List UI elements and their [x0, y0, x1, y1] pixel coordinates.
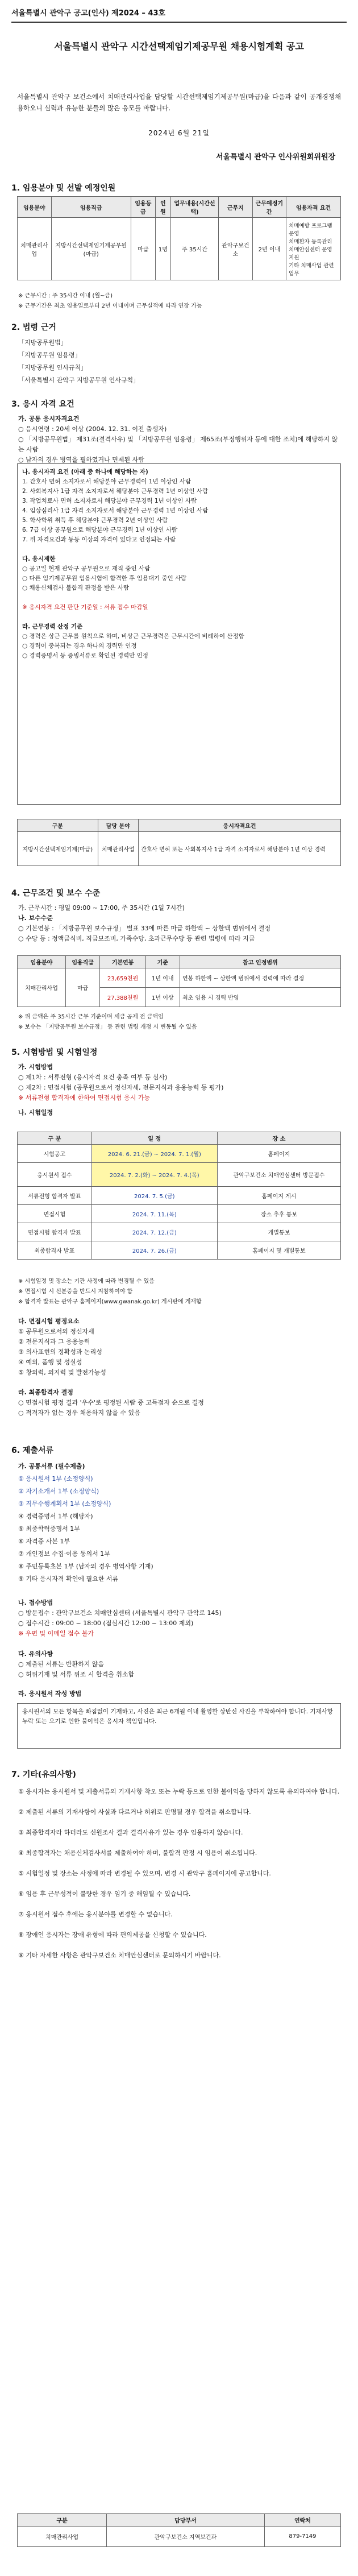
- interview-criteria: [18, 1316, 342, 1378]
- sub-heading: 다. 면접시험 평정요소: [18, 1318, 80, 1325]
- criteria-item: ⑤ 창의력, 의지력 및 발전가능성: [18, 1369, 106, 1376]
- cell: 치매관리사업: [18, 968, 66, 1007]
- duty-item: 치매예방 프로그램 운영: [289, 222, 332, 237]
- th: 구 분: [18, 1132, 92, 1145]
- table-positions: [17, 196, 341, 280]
- doc-item: ③ 직무수행계획서 1부 (소정양식): [18, 1500, 111, 1508]
- th: 임용자격 요건: [286, 197, 341, 218]
- th: 인원: [155, 197, 170, 218]
- cell: 1년 이내: [145, 968, 180, 988]
- law-item: 「지방공무원 인사규칙」: [18, 364, 88, 371]
- cell: 서류전형 합격자 발표: [18, 1187, 92, 1205]
- cell: 면접시험: [18, 1205, 92, 1223]
- sub-heading: 가. 공통 응시자격요건: [18, 415, 80, 423]
- sub-heading: 나. 시험일정: [18, 1109, 53, 1116]
- caution-item: ○ 제출된 서류는 반환하지 않음: [18, 1660, 105, 1668]
- table1-notes: [18, 291, 342, 312]
- cell: 2024. 7. 11.(목): [91, 1205, 217, 1223]
- form-guide-title: 라. 응시원서 작성 방법: [18, 1690, 82, 1697]
- sub-heading: 나. 접수방법: [18, 1599, 53, 1606]
- notices: [18, 1786, 342, 1970]
- section-4-title: 4. 근무조건 및 보수 수준: [11, 889, 101, 898]
- cell: 홈페이지: [217, 1145, 340, 1163]
- section-6-title: 6. 제출서류: [11, 1446, 54, 1455]
- qual-item: ○ 남자의 경우 병역을 필하였거나 면제된 사람: [18, 456, 144, 463]
- doc-item: ④ 경력증명서 1부 (해당자): [18, 1513, 93, 1520]
- table-contact: [17, 2513, 341, 2547]
- th: 임용분야: [18, 197, 52, 218]
- notice-item: ⑨ 기타 자세한 사항은 관악구보건소 치매안심센터로 문의하시기 바랍니다.: [18, 1952, 221, 1959]
- cell: 치매관리사업: [18, 2527, 107, 2547]
- qual-item: 7. 위 자격요건과 동등 이상의 자격이 있다고 인정되는 사람: [22, 536, 176, 543]
- cell: 연봉 하한액 ~ 상한액 범위에서 경력에 따라 결정: [180, 968, 340, 988]
- th: 임용분야: [18, 956, 66, 968]
- criteria-item: ④ 예의, 품행 및 성실성: [18, 1359, 82, 1366]
- notice-item: ② 제출된 서류의 기재사항이 사실과 다르거나 허위로 판명될 경우 합격을 취소합니다.: [18, 1808, 251, 1816]
- sub-heading: 가. 시험방법: [18, 1063, 53, 1071]
- cell: 개별통보: [217, 1223, 340, 1241]
- method-note: ※ 서류전형 합격자에 한하여 면접시험 응시 가능: [18, 1094, 151, 1101]
- note: ※ 시험일정 및 장소는 기관 사정에 따라 변경될 수 있음: [18, 1278, 155, 1285]
- doc-item: ① 응시원서 1부 (소정양식): [18, 1475, 93, 1482]
- caution-item: ○ 허위기재 및 서류 위조 시 합격을 취소함: [18, 1671, 135, 1678]
- th: 참고 인정범위: [180, 956, 340, 968]
- sub-heading: 나. 응시자격 요건 (아래 중 하나에 해당하는 자): [22, 469, 148, 475]
- section-3-title: 3. 응시 자격 요건: [11, 400, 74, 409]
- cell: 지방시간선택제임기제(마급): [18, 832, 98, 866]
- table-salary: [17, 955, 341, 1007]
- note: ※ 근무시간 : 주 35시간 이내 (월~금): [18, 293, 113, 299]
- qualification-box: [17, 463, 341, 805]
- cell: 주 35시간: [170, 218, 218, 280]
- duty-item: 치매환자 등록관리: [289, 238, 332, 245]
- criteria-note: ※ 응시자격 요건 판단 기준일 : 서류 접수 마감일: [22, 604, 148, 611]
- sub-heading: 다. 응시제한: [22, 556, 56, 562]
- note: ※ 보수는 「지방공무원 보수규정」 등 관련 법령 개정 시 변동될 수 있음: [18, 1024, 197, 1030]
- qual-item: ○ 응시연령 : 20세 이상 (2004. 12. 31. 이전 출생자): [18, 425, 167, 433]
- section-2-title: 2. 법령 근거: [11, 323, 56, 332]
- form-guide-box: 응시원서의 모든 항목을 빠짐없이 기재하고, 사진은 최근 6개월 이내 촬영한 상반신 사진을 부착하여야 합니다. 기재사항 누락 또는 오기로 인한 불이익은 응시자 책임입니다.: [17, 1703, 341, 1749]
- schedule-notes: [18, 1277, 342, 1307]
- exam-method: [18, 1062, 342, 1118]
- note: ※ 위 금액은 주 35시간 근무 기준이며 세금 공제 전 금액임: [18, 1014, 164, 1020]
- criteria-item: ① 공무원으로서의 정신자세: [18, 1328, 94, 1335]
- qual-item: ○ 「지방공무원법」 제31조(결격사유) 및 「지방공무원 임용령」 제65조(부정행위자 등에 대한 조치)에 해당하지 않는 사람: [18, 436, 338, 453]
- section-7-title: 7. 기타(유의사항): [11, 1770, 76, 1779]
- condition-item: ○ 기본연봉 : 「지방공무원 보수규정」 별표 33에 따른 마급 하한액 ~ 상한액 범위에서 결정: [18, 925, 271, 932]
- doc-item: ⑥ 자격증 사본 1부: [18, 1538, 70, 1545]
- section-5-title: 5. 시험방법 및 시험일정: [11, 1048, 98, 1057]
- method-item: ○ 제2차 : 면접시험 (공무원으로서 정신자세, 전문지식과 응용능력 등 평가): [18, 1084, 224, 1091]
- cell: 마급: [65, 968, 99, 1007]
- cell: 27,388천원: [100, 988, 145, 1007]
- th: 구분: [18, 2514, 107, 2527]
- th: 근무지: [219, 197, 253, 218]
- page-title: [23, 40, 335, 53]
- sub-heading: 다. 유의사항: [18, 1650, 53, 1658]
- condition-item: 가. 근무시간 : 평일 09:00 ~ 17:00, 주 35시간 (1일 7시간): [18, 904, 185, 912]
- th: 일 정: [91, 1132, 217, 1145]
- cell: 지방시간선택제임기제공무원(마급): [51, 218, 131, 280]
- cell: 관악구보건소 치매안심센터 방문접수: [217, 1163, 340, 1187]
- method-item: ○ 방문접수 : 관악구보건소 치매안심센터 (서울특별시 관악구 관악로 145): [18, 1609, 222, 1617]
- criteria-item: ③ 의사표현의 정확성과 논리성: [18, 1348, 102, 1356]
- law-list: [18, 337, 342, 387]
- decision-item: ○ 면접시험 평정 결과 '우수'로 평정된 사람 중 고득점자 순으로 결정: [18, 1399, 204, 1406]
- section-1-title: 1. 임용분야 및 선발 예정인원: [11, 184, 116, 193]
- qual-item: 6. 7급 이상 공무원으로 해당분야 근무경력 1년 이상인 사람: [22, 527, 178, 533]
- th: 담당부서: [107, 2514, 265, 2527]
- th: 응시자격요건: [139, 819, 341, 832]
- qual-item: 4. 임상심리사 1급 자격 소지자로서 해당분야 근무경력 1년 이상인 사람: [22, 507, 209, 514]
- notice-item: ⑤ 시험일정 및 장소는 사정에 따라 변경될 수 있으며, 변경 시 관악구 홈페이지에 공고합니다.: [18, 1870, 271, 1877]
- notice-item: ④ 최종합격자는 채용신체검사서를 제출하여야 하며, 불합격 판정 시 임용이 취소됩니다.: [18, 1849, 257, 1857]
- cell-duties: [286, 218, 341, 280]
- notice-item: ⑥ 임용 후 근무성적이 불량한 경우 임기 중 해임될 수 있습니다.: [18, 1890, 191, 1898]
- law-item: 「지방공무원 임용령」: [18, 351, 81, 359]
- criteria-item: ② 전문지식과 그 응용능력: [18, 1338, 90, 1345]
- submission-method: [18, 1598, 342, 1639]
- cell: 2년 이내: [252, 218, 286, 280]
- cell: 관악구보건소 지역보건과: [107, 2527, 265, 2547]
- restrict-item: ○ 다른 임기제공무원 임용시험에 합격한 후 임용대기 중인 사람: [22, 575, 187, 582]
- career-item: ○ 경력은 상근 근무를 원칙으로 하며, 비상근 근무경력은 근무시간에 비례하여 산정함: [22, 633, 244, 640]
- th: 연락처: [264, 2514, 340, 2527]
- cell: 치매관리사업: [98, 832, 138, 866]
- law-item: 「지방공무원법」: [18, 339, 67, 346]
- doc-item: ② 자기소개서 1부 (소정양식): [18, 1488, 99, 1495]
- cell: 면접시험 합격자 발표: [18, 1223, 92, 1241]
- note: ※ 면접시험 시 신분증을 반드시 지참하여야 함: [18, 1289, 133, 1295]
- law-item: 「서울특별시 관악구 지방공무원 인사규칙」: [18, 376, 140, 384]
- cell: 2024. 7. 5.(금): [91, 1187, 217, 1205]
- sub-heading: 라. 근무경력 산정 기준: [22, 623, 83, 630]
- cell: 2024. 7. 2.(화) ~ 2024. 7. 4.(목): [91, 1163, 217, 1187]
- cell: 장소 추후 통보: [217, 1205, 340, 1223]
- method-item: ※ 우편 및 이메일 접수 불가: [18, 1630, 94, 1637]
- cell: 879-7149: [264, 2527, 340, 2547]
- th: 임용직급: [51, 197, 131, 218]
- decision-item: ○ 적격자가 없는 경우 채용하지 않을 수 있음: [18, 1409, 140, 1417]
- career-item: ○ 경력증명서 등 증빙서류로 확인된 경력만 인정: [22, 652, 148, 659]
- doc-item: ⑧ 주민등록초본 1부 (남자의 경우 병역사항 기재): [18, 1563, 153, 1570]
- documents: [18, 1460, 342, 1585]
- th: 구분: [18, 819, 98, 832]
- notice-item: ③ 최종합격자라 하더라도 신원조사 결과 결격사유가 있는 경우 임용하지 않습니다.: [18, 1829, 243, 1836]
- cell: 최종합격자 발표: [18, 1241, 92, 1260]
- salary-notes: [18, 1012, 342, 1033]
- qual-item: 5. 학사학위 취득 후 해당분야 근무경력 2년 이상인 사람: [22, 517, 168, 524]
- cell: 1년 이상: [145, 988, 180, 1007]
- method-item: ○ 접수시간 : 09:00 ~ 18:00 (점심시간 12:00 ~ 13:00 제외): [18, 1620, 194, 1627]
- qual-item: 2. 사회복지사 1급 자격 소지자로서 해당분야 근무경력 1년 이상인 사람: [22, 488, 209, 495]
- table-qualification: [17, 819, 341, 866]
- intro-text: 서울특별시 관악구 보건소에서 치매관리사업을 담당할 시간선택제임기제공무원(마급)을 다음과 같이 공개경쟁채용하오니 실력과 유능한 분들의 많은 응모를 바랍니다.: [17, 93, 341, 112]
- work-conditions: [18, 903, 342, 944]
- cell: 최초 임용 시 경력 반영: [180, 988, 340, 1007]
- doc-item: ⑦ 개인정보 수집·이용 동의서 1부: [18, 1550, 110, 1558]
- signer: 서울특별시 관악구 인사위원회위원장: [216, 153, 335, 161]
- cell: 2024. 7. 26.(금): [91, 1241, 217, 1260]
- cell: 2024. 6. 21.(금) ~ 2024. 7. 1.(월): [91, 1145, 217, 1163]
- th: 업무내용(시간선택): [170, 197, 218, 218]
- notice-item: ⑦ 응시원서 접수 후에는 응시분야를 변경할 수 없습니다.: [18, 1911, 173, 1918]
- cell: 마급: [131, 218, 155, 280]
- th: 장 소: [217, 1132, 340, 1145]
- cell: 2024. 7. 12.(금): [91, 1223, 217, 1241]
- submission-caution: [18, 1649, 342, 1680]
- sub-heading: 나. 보수수준: [18, 914, 53, 922]
- cell: 23,659천원: [100, 968, 145, 988]
- cell: 관악구보건소: [219, 218, 253, 280]
- sub-heading: 가. 공통서류 (필수제출): [18, 1463, 85, 1470]
- note: ※ 합격자 발표는 관악구 홈페이지(www.gwanak.go.kr) 게시판에 게재함: [18, 1299, 202, 1305]
- cell: 간호사 면허 또는 사회복지사 1급 자격 소지자로서 해당분야 1년 이상 경력: [139, 832, 341, 866]
- restrict-item: ○ 공고일 현재 관악구 공무원으로 재직 중인 사람: [22, 565, 151, 572]
- note: ※ 근무기간은 최초 임용일로부터 2년 이내이며 근무실적에 따라 연장 가능: [18, 303, 202, 309]
- th: 임용등급: [131, 197, 155, 218]
- method-item: ○ 제1차 : 서류전형 (응시자격 요건 충족 여부 등 심사): [18, 1074, 168, 1081]
- th: 근무예정기간: [252, 197, 286, 218]
- cell: 치매관리사업: [18, 218, 52, 280]
- doc-item: ⑤ 최종학력증명서 1부: [18, 1525, 80, 1533]
- sub-heading: 라. 최종합격자 결정: [18, 1389, 73, 1396]
- cell: 홈페이지 및 개별통보: [217, 1241, 340, 1260]
- qual-item: 1. 간호사 면허 소지자로서 해당분야 근무경력이 1년 이상인 사람: [22, 478, 191, 485]
- career-item: ○ 경력이 중복되는 경우 하나의 경력만 인정: [22, 643, 137, 649]
- table-schedule: [17, 1132, 341, 1260]
- duty-item: 기타 치매사업 관련 업무: [289, 262, 334, 277]
- th: 기준: [145, 956, 180, 968]
- duty-item: 치매안심센터 운영 지원: [289, 246, 332, 261]
- title-line: 서울특별시 관악구 시간선택제임기제공무원 채용시험계획 공고: [54, 41, 304, 52]
- doc-item: ⑨ 기타 응시자격 확인에 필요한 서류: [18, 1575, 119, 1583]
- announce-date: 2024년 6월 21일: [148, 129, 210, 137]
- restrict-item: ○ 채용신체검사 불합격 판정을 받은 사람: [22, 585, 130, 591]
- condition-item: ○ 수당 등 : 정액급식비, 직급보조비, 가족수당, 초과근무수당 등 관련 법령에 따라 지급: [18, 935, 255, 942]
- cell: 시험공고: [18, 1145, 92, 1163]
- qualifications: [18, 414, 342, 465]
- notice-item: ① 응시자는 응시원서 및 제출서류의 기재사항 착오 또는 누락 등으로 인한 불이익을 당하지 않도록 유의하여야 합니다.: [18, 1788, 340, 1795]
- th: 기본연봉: [100, 956, 145, 968]
- cell: 응시원서 접수: [18, 1163, 92, 1187]
- cell: 1명: [155, 218, 170, 280]
- notice-number: 서울특별시 관악구 공고(인사) 제2024 – 43호: [11, 6, 347, 23]
- th: 담당 분야: [98, 819, 138, 832]
- final-decision: [18, 1388, 342, 1418]
- notice-item: ⑧ 장애인 응시자는 장애 유형에 따라 편의제공을 신청할 수 있습니다.: [18, 1931, 207, 1939]
- qual-item: 3. 작업치료사 면허 소지자로서 해당분야 근무경력 1년 이상인 사람: [22, 498, 197, 504]
- cell: 홈페이지 게시: [217, 1187, 340, 1205]
- th: 임용직급: [65, 956, 99, 968]
